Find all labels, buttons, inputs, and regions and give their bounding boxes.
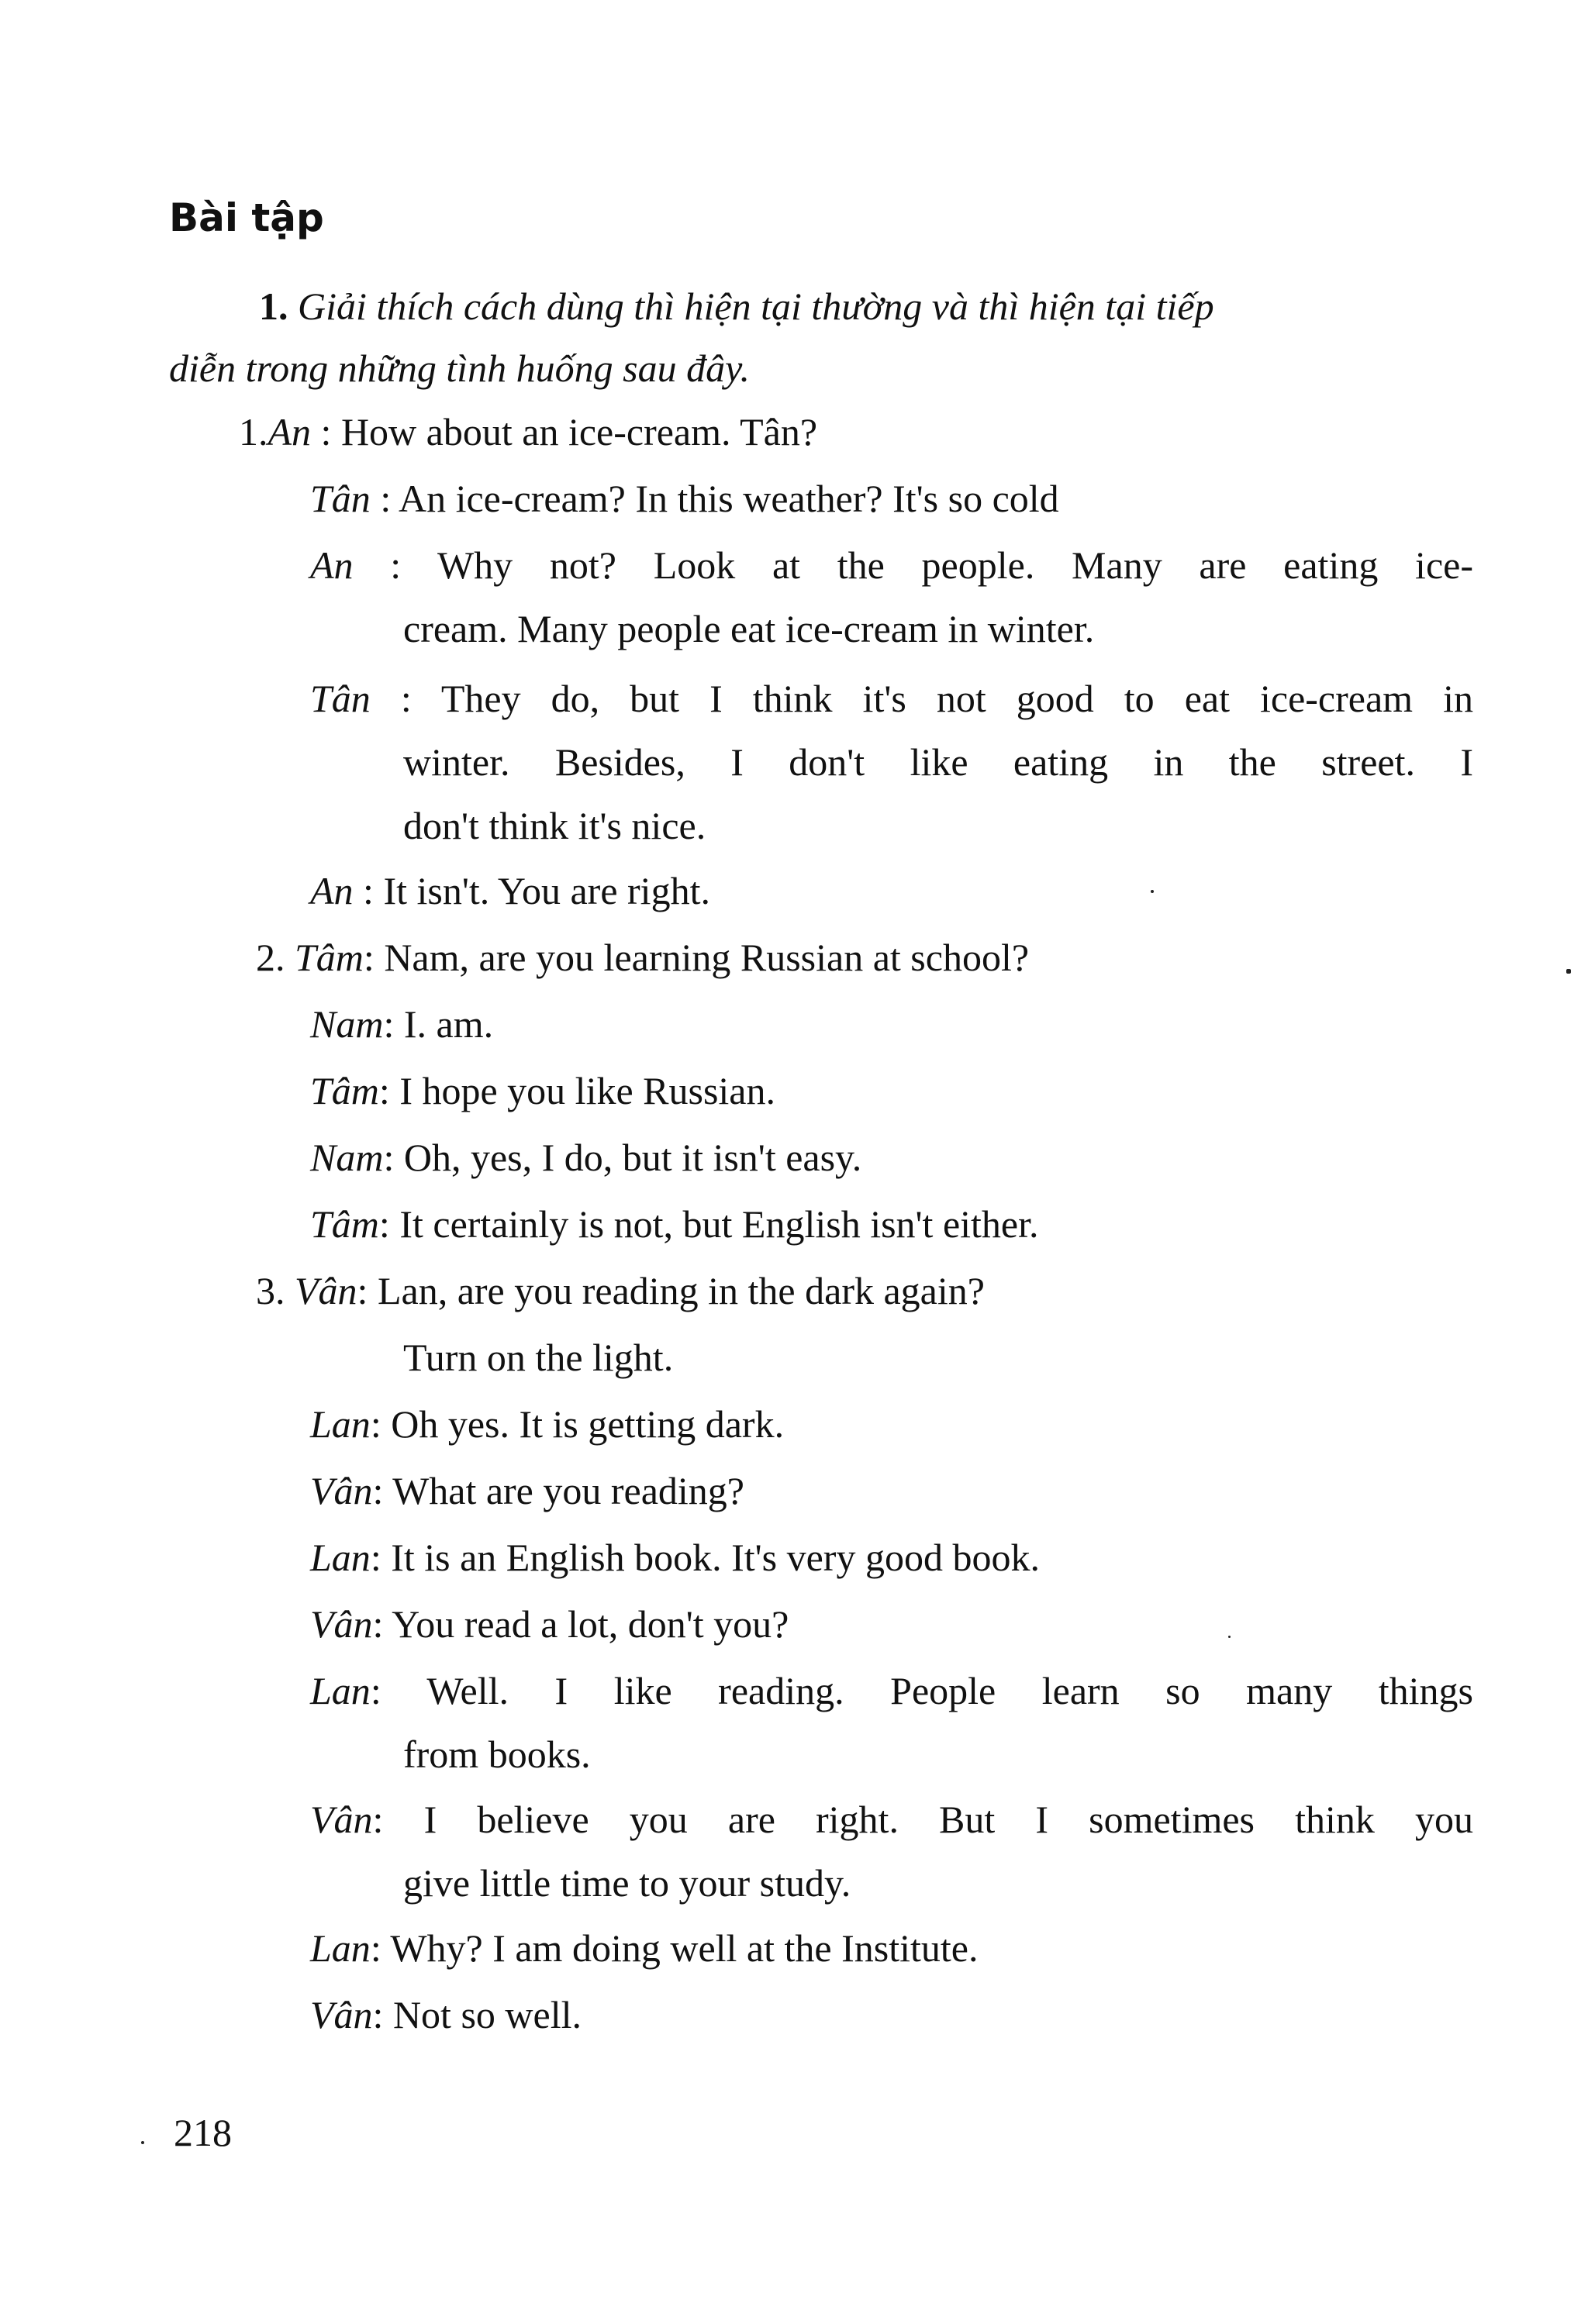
speaker-name: Tân xyxy=(310,477,371,520)
dialogue-number: 2. xyxy=(256,936,285,979)
speaker-name: Lan xyxy=(310,1669,371,1712)
instruction-line-1 xyxy=(169,275,1472,337)
speaker-name: Tâm xyxy=(310,1202,379,1246)
dialogue-line xyxy=(310,1135,861,1180)
dialogue-text: How about an ice-cream. Tân? xyxy=(340,410,818,453)
dialogue-line xyxy=(310,543,1473,588)
dialogue-line xyxy=(310,1002,493,1046)
speaker-name: Vân xyxy=(310,1469,373,1512)
exercise-number: 1. xyxy=(259,284,288,328)
separator: : xyxy=(370,1536,381,1579)
separator: : xyxy=(383,1002,395,1046)
speaker-name: An xyxy=(310,543,354,587)
separator: : xyxy=(370,477,392,520)
dialogue-text: An ice-cream? In this weather? It's so cold xyxy=(398,477,1059,520)
dialogue-text: Oh, yes, I do, but it isn't easy. xyxy=(403,1136,862,1179)
dialogue-text: Why? I am doing well at the Institute. xyxy=(390,1926,979,1970)
separator: : xyxy=(370,677,412,720)
separator: : xyxy=(372,1469,384,1512)
speaker-name: Nam xyxy=(310,1136,384,1179)
dialogue-continuation: winter. Besides, I don't like eating in the street. I xyxy=(403,740,1473,784)
speaker-name: Vân xyxy=(310,1798,373,1841)
separator: : xyxy=(311,410,332,453)
dialogue-line xyxy=(256,1268,985,1313)
speaker-name: An xyxy=(268,410,312,453)
dialogue-text: It certainly is not, but English isn't either. xyxy=(399,1202,1039,1246)
speaker-name: Vân xyxy=(310,1602,373,1646)
dialogue-line xyxy=(239,409,817,454)
dialogue-continuation: cream. Many people eat ice-cream in winter. xyxy=(403,607,1095,650)
dialogue-line xyxy=(310,1068,775,1113)
dialogue-line xyxy=(256,935,1029,980)
dialogue-line xyxy=(310,1602,789,1646)
separator: : xyxy=(378,1202,390,1246)
dialogue-text: I hope you like Russian. xyxy=(399,1069,775,1112)
page-number: 218 xyxy=(174,2111,232,2154)
dialogue-line xyxy=(310,1468,744,1513)
speaker-name: Lan xyxy=(310,1402,371,1446)
dialogue-continuation: Turn on the light. xyxy=(403,1336,674,1379)
scan-speck xyxy=(141,2141,144,2144)
dialogue-number: 3. xyxy=(256,1269,285,1312)
separator: : xyxy=(363,936,375,979)
dialogue-text: What are you reading? xyxy=(392,1469,744,1512)
dialogue-continuation: don't think it's nice. xyxy=(403,804,706,847)
section-heading: Bài tập xyxy=(169,195,324,240)
dialogue-line xyxy=(310,1402,784,1446)
speaker-name: An xyxy=(310,869,354,912)
dialogue-line xyxy=(310,676,1473,721)
instruction-text-1: Giải thích cách dùng thì hiện tại thường và thì hiện tại tiếp xyxy=(298,284,1214,328)
separator: : xyxy=(357,1269,368,1312)
separator: : xyxy=(370,1669,381,1712)
scan-speck xyxy=(1228,1636,1231,1638)
speaker-name: Lan xyxy=(310,1536,371,1579)
separator: : xyxy=(370,1402,381,1446)
instruction-line-2: diễn trong những tình huống sau đây. xyxy=(169,347,751,390)
separator: : xyxy=(353,869,374,912)
dialogue-text: Not so well. xyxy=(392,1993,582,2036)
dialogue-text: You read a lot, don't you? xyxy=(392,1602,789,1646)
speaker-name: Nam xyxy=(310,1002,384,1046)
scan-speck xyxy=(1566,969,1571,974)
separator: : xyxy=(372,1993,384,2036)
dialogue-text: I. am. xyxy=(403,1002,494,1046)
dialogue-text: Oh yes. It is getting dark. xyxy=(391,1402,785,1446)
exercise-instruction xyxy=(169,275,1472,399)
separator: : xyxy=(372,1602,384,1646)
speaker-name: Tân xyxy=(310,677,371,720)
dialogue-line xyxy=(310,476,1059,521)
dialogue-line xyxy=(310,1535,1040,1580)
dialogue-line xyxy=(310,1992,582,2037)
separator: : xyxy=(370,1926,381,1970)
speaker-name: Tâm xyxy=(310,1069,379,1112)
speaker-name: Vân xyxy=(310,1993,373,2036)
separator: : xyxy=(353,543,402,587)
separator: : xyxy=(372,1798,384,1841)
separator: : xyxy=(383,1136,395,1179)
dialogue-text: Nam, are you learning Russian at school? xyxy=(384,936,1030,979)
dialogue-text: It isn't. You are right. xyxy=(383,869,710,912)
dialogue-continuation: from books. xyxy=(403,1733,591,1776)
dialogue-text: It is an English book. It's very good book. xyxy=(391,1536,1040,1579)
dialogue-text: Lan, are you reading in the dark again? xyxy=(377,1269,985,1312)
speaker-name: Lan xyxy=(310,1926,371,1970)
dialogue-text: They do, but I think it's not good to eat ice-cream in xyxy=(440,677,1473,720)
separator: : xyxy=(378,1069,390,1112)
dialogue-text: I believe you are right. But I sometimes think you xyxy=(423,1798,1473,1841)
dialogue-continuation: give little time to your study. xyxy=(403,1861,851,1905)
dialogue-text: Well. I like reading. People learn so many things xyxy=(426,1669,1473,1712)
scan-speck xyxy=(1151,890,1154,893)
dialogue-line xyxy=(310,868,710,913)
dialogue-line xyxy=(310,1797,1473,1842)
dialogue-text: Why not? Look at the people. Many are eating ice- xyxy=(437,543,1473,587)
dialogue-line xyxy=(310,1202,1039,1246)
dialogue-line xyxy=(310,1668,1473,1713)
speaker-name: Vân xyxy=(295,1269,357,1312)
dialogue-number: 1. xyxy=(239,410,268,453)
dialogue-line xyxy=(310,1926,978,1971)
speaker-name: Tâm xyxy=(295,936,364,979)
